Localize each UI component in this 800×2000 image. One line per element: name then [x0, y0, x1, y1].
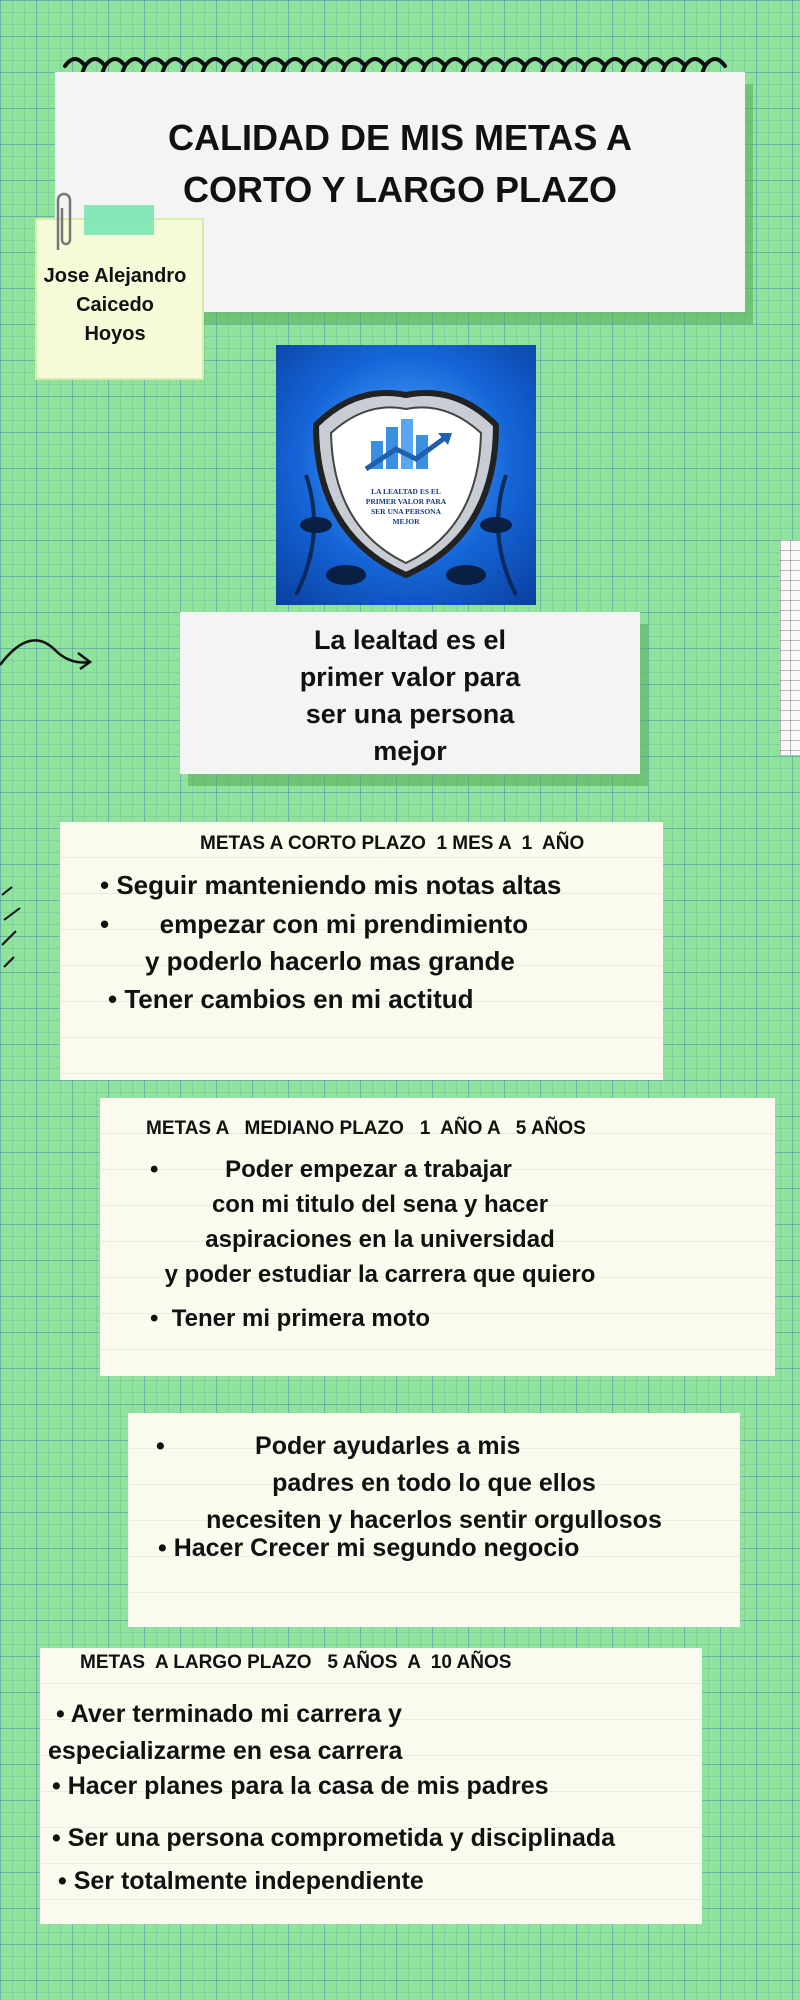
title-line-1: CALIDAD DE MIS METAS A — [168, 117, 632, 158]
long-term-goal-4: • Ser totalmente independiente — [58, 1867, 424, 1895]
arrow-doodle-icon — [0, 625, 100, 675]
motto-line-4: mejor — [373, 736, 447, 766]
page-title — [120, 112, 680, 216]
motto-line-2: primer valor para — [299, 662, 521, 692]
medium-term-goal-1 — [120, 1152, 640, 1292]
author-line-2: Caicedo — [76, 294, 154, 316]
author-line-3: Hoyos — [84, 323, 146, 345]
short-term-heading: METAS A CORTO PLAZO 1 MES A 1 AÑO — [200, 833, 585, 854]
medium-term-goal-1-line-2: con mi titulo del sena y hacer — [211, 1191, 549, 1218]
medium-term-goal-1-line-3: aspiraciones en la universidad — [205, 1226, 555, 1253]
torn-paper-edge — [780, 540, 800, 755]
author-line-1: Jose Alejandro — [43, 265, 187, 287]
medium-term-heading: METAS A MEDIANO PLAZO 1 AÑO A 5 AÑOS — [146, 1118, 586, 1139]
title-line-2: CORTO Y LARGO PLAZO — [182, 169, 618, 210]
motto-line-3: ser una persona — [305, 699, 515, 729]
short-term-goal-2-line-1: • empezar con mi prendimiento — [100, 909, 529, 939]
long-term-goal-1 — [48, 1696, 698, 1770]
extra-goal-1-line-3: necesiten y hacerlos sentir orgullosos — [206, 1506, 662, 1534]
tape-decoration — [84, 205, 154, 235]
logo-text-3: SER UNA PERSONA — [370, 507, 441, 516]
logo-text-4: MEJOR — [392, 517, 420, 526]
short-term-goal-3: • Tener cambios en mi actitud — [108, 984, 474, 1014]
paperclip-icon — [52, 190, 72, 254]
short-term-goal-2-line-2: y poderlo hacerlo mas grande — [145, 946, 515, 976]
logo-text-1: LA LEALTAD ES EL — [371, 487, 441, 496]
motto-text — [190, 622, 630, 770]
loyalty-logo — [276, 345, 536, 605]
extra-goal-1 — [134, 1428, 734, 1539]
short-term-goal-2 — [100, 906, 660, 980]
author-name — [28, 262, 202, 349]
extra-goal-1-line-1: • Poder ayudarles a mis — [156, 1432, 521, 1460]
logo-text-2: PRIMER VALOR PARA — [365, 497, 447, 506]
long-term-heading: METAS A LARGO PLAZO 5 AÑOS A 10 AÑOS — [80, 1652, 512, 1673]
short-term-goal-1: • Seguir manteniendo mis notas altas — [100, 870, 562, 900]
motto-line-1: La lealtad es el — [313, 625, 507, 655]
logo-caption — [356, 487, 456, 527]
tick-marks-decoration — [0, 885, 30, 985]
shield-icon — [276, 345, 536, 605]
long-term-goal-1-line-1: • Aver terminado mi carrera y — [56, 1700, 402, 1728]
long-term-goal-1-line-2: especializarme en esa carrera — [48, 1737, 403, 1765]
extra-goal-1-line-2: padres en todo lo que ellos — [272, 1469, 596, 1497]
medium-term-goal-1-line-4: y poder estudiar la carrera que quiero — [164, 1261, 596, 1288]
extra-goal-2: • Hacer Crecer mi segundo negocio — [158, 1534, 580, 1562]
medium-term-goal-1-line-1: • Poder empezar a trabajar — [150, 1156, 512, 1183]
medium-term-goal-2: • Tener mi primera moto — [150, 1305, 431, 1332]
long-term-goal-3: • Ser una persona comprometida y disciplinada — [52, 1824, 616, 1852]
long-term-goal-2: • Hacer planes para la casa de mis padres — [52, 1772, 549, 1800]
